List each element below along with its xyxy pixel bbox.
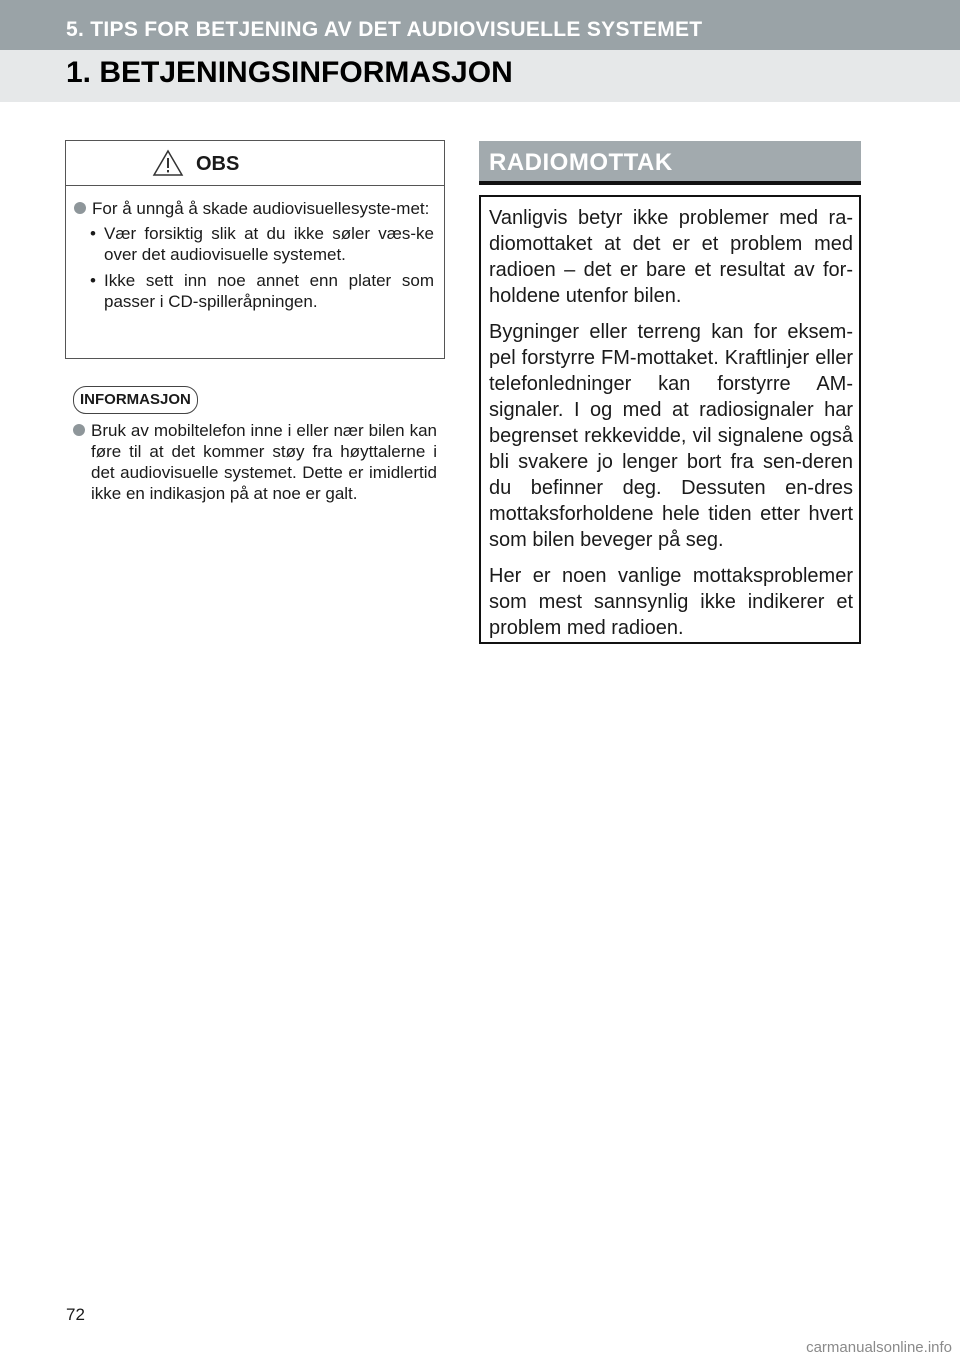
info-bullet bbox=[73, 420, 437, 504]
chapter-header-bar bbox=[0, 50, 960, 102]
obs-bullet bbox=[74, 198, 434, 219]
obs-subitem bbox=[90, 270, 434, 312]
chapter-title: 1. BETJENINGSINFORMASJON bbox=[66, 56, 513, 89]
subitem-mark: • bbox=[90, 224, 96, 243]
bullet-dot-icon bbox=[73, 424, 85, 436]
obs-label: OBS bbox=[196, 153, 240, 175]
radio-section-header bbox=[479, 141, 861, 185]
obs-body bbox=[66, 186, 444, 312]
obs-subitem-text: Ikke sett inn noe annet enn plater som passer i CD-spilleråpningen. bbox=[104, 271, 434, 311]
info-body bbox=[73, 420, 437, 504]
radio-paragraph: Her er noen vanlige mottaksproblemer som mest sannsynlig ikke indikerer et problem med radioen. bbox=[489, 565, 853, 639]
bullet-dot-icon bbox=[74, 202, 86, 214]
obs-subitems bbox=[74, 223, 434, 312]
info-bullet-text: Bruk av mobiltelefon inne i eller nær bilen kan føre til at det kommer støy fra høyttalerne i det audiovisuelle systemet. Dette er imidlertid ikke en indikasjon på at noe er galt. bbox=[91, 421, 437, 503]
obs-caution-box bbox=[65, 140, 445, 359]
page-number: 72 bbox=[66, 1305, 85, 1324]
subitem-mark: • bbox=[90, 271, 96, 290]
watermark-text: carmanualsonline.info bbox=[806, 1339, 952, 1356]
section-header-bar bbox=[0, 0, 960, 50]
obs-subitem-text: Vær forsiktig slik at du ikke søler væs-ke over det audiovisuelle systemet. bbox=[104, 224, 434, 264]
obs-header bbox=[66, 141, 444, 186]
radio-section-title: RADIOMOTTAK bbox=[489, 149, 673, 176]
radio-text-box bbox=[479, 195, 861, 644]
section-title: 5. TIPS FOR BETJENING AV DET AUDIOVISUELLE SYSTEMET bbox=[66, 18, 703, 41]
radio-paragraph: Bygninger eller terreng kan for eksem-pel forstyrre FM-mottaket. Kraftlinjer eller telefonledninger kan forstyrre AM-signaler. I og med at radiosignaler har begrenset rekkevidde, vil signalene også bli svakere jo lenger bort fra sen-deren du befinner deg. Dessuten en-dres mottaksforholdene hele tiden etter hvert som bilen beveger på seg. bbox=[489, 321, 853, 551]
radio-paragraph: Vanligvis betyr ikke problemer med ra-diomottaket at det er et problem med radioen – det er bare et resultat av for-holdene utenfor bilen. bbox=[489, 207, 853, 307]
warning-triangle-icon bbox=[152, 149, 184, 177]
obs-bullet-text: For å unngå å skade audiovisuellesyste-met: bbox=[92, 199, 430, 218]
info-label: INFORMASJON bbox=[73, 386, 198, 414]
obs-subitem bbox=[90, 223, 434, 265]
